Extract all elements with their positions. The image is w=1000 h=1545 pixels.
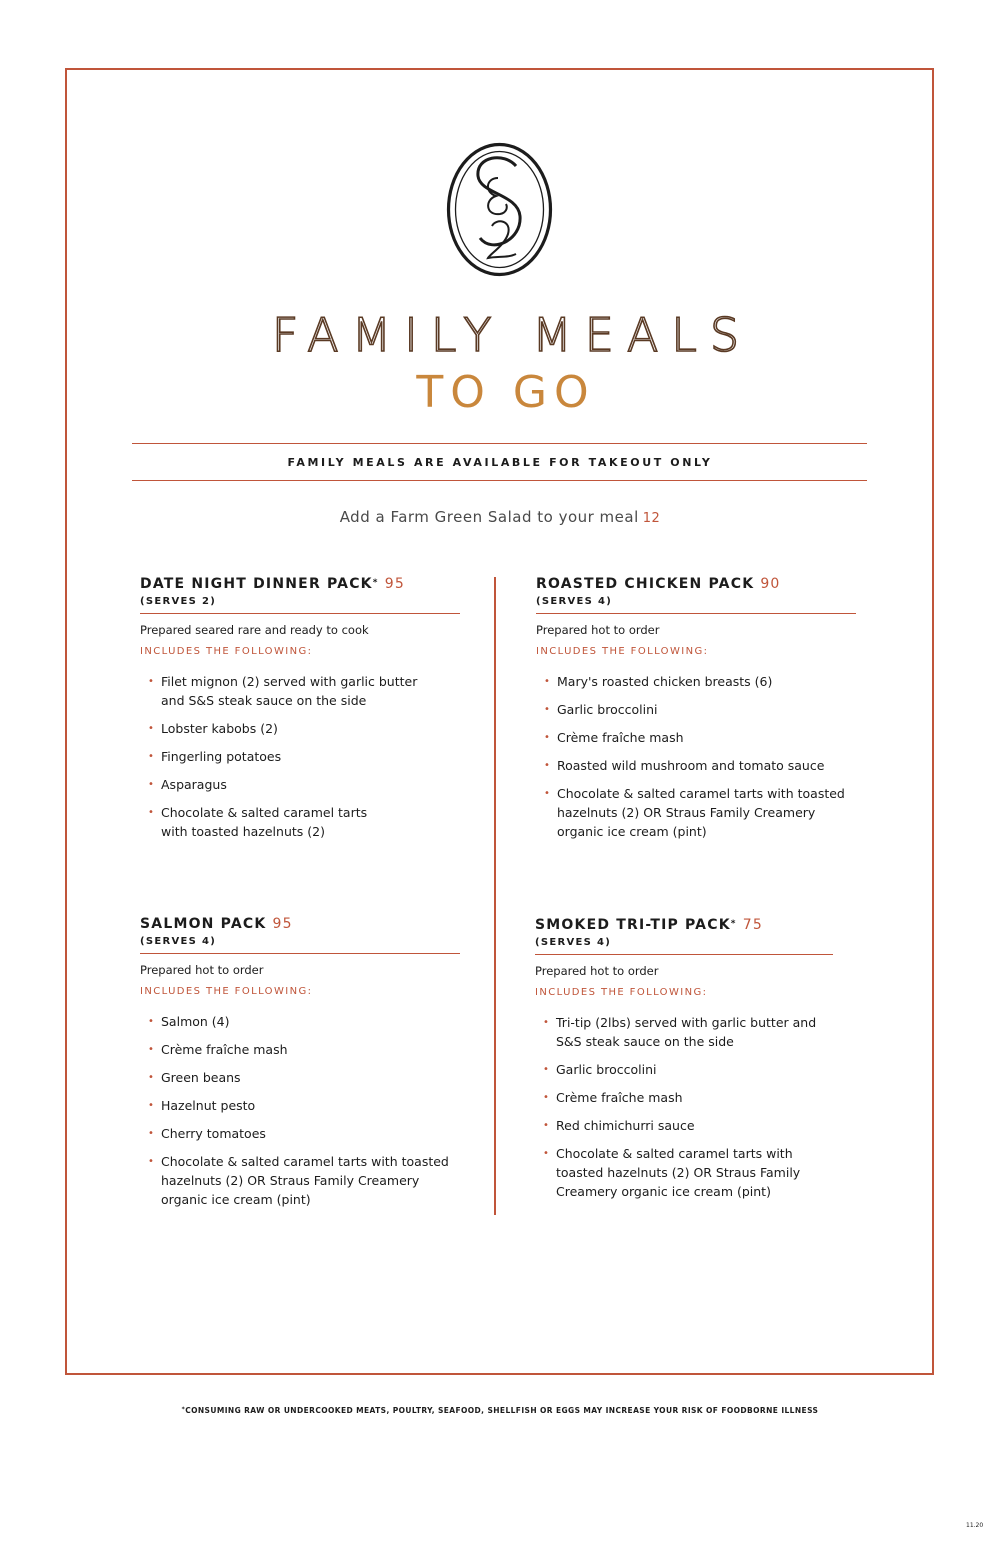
pack-smoked-tri-tip [535, 916, 833, 1210]
pack-prep: Prepared hot to order [140, 963, 264, 977]
list-item: • Chocolate & salted caramel tarts with toasted hazelnuts (2) [140, 803, 383, 841]
list-item: • Chocolate & salted caramel tarts with toasted hazelnuts (2) OR Straus Family Creamery organic ice cream (pint) [140, 1152, 461, 1209]
list-item: • Crème fraîche mash [140, 1040, 460, 1059]
pack-title: DATE NIGHT DINNER PACK* 95 [140, 576, 405, 592]
list-item: • Chocolate & salted caramel tarts with toasted hazelnuts (2) OR Straus Family Creamery organic ice cream (pint) [536, 784, 857, 841]
foodborne-disclaimer: *CONSUMING RAW OR UNDERCOOKED MEATS, POULTRY, SEAFOOD, SHELLFISH OR EGGS MAY INCREASE YOUR RISK OF FOODBORNE ILLNESS [181, 1406, 819, 1415]
pack-price: 90 [760, 576, 781, 592]
monogram-logo [446, 142, 553, 277]
pack-items [535, 1013, 833, 1201]
pack-items [536, 672, 856, 841]
pack-rule [536, 613, 856, 614]
salad-addon-text: Add a Farm Green Salad to your meal [339, 508, 639, 526]
list-item: • Hazelnut pesto [140, 1096, 460, 1115]
column-divider [494, 577, 496, 1215]
menu-version-code: 11.20 [966, 1522, 984, 1529]
list-item: • Fingerling potatoes [140, 747, 460, 766]
list-item: • Green beans [140, 1068, 460, 1087]
list-item: • Red chimichurri sauce [535, 1116, 833, 1135]
pack-title: ROASTED CHICKEN PACK 90 [536, 576, 781, 592]
pack-date-night [140, 575, 460, 850]
pack-includes-label: INCLUDES THE FOLLOWING: [536, 646, 709, 657]
list-item: • Tri-tip (2lbs) served with garlic butter and S&S steak sauce on the side [535, 1013, 834, 1051]
pack-price: 95 [272, 916, 293, 932]
pack-price: 75 [742, 917, 763, 933]
pack-items [140, 672, 460, 841]
salad-addon [0, 508, 1000, 526]
list-item: • Mary's roasted chicken breasts (6) [536, 672, 856, 691]
list-item: • Garlic broccolini [536, 700, 856, 719]
divider-bottom [132, 480, 867, 481]
takeout-notice: FAMILY MEALS ARE AVAILABLE FOR TAKEOUT ONLY [287, 456, 713, 469]
pack-serves: (SERVES 4) [536, 596, 613, 607]
list-item: • Crème fraîche mash [535, 1088, 833, 1107]
list-item: • Roasted wild mushroom and tomato sauce [536, 756, 856, 775]
pack-serves: (SERVES 4) [140, 936, 217, 947]
list-item: • Filet mignon (2) served with garlic butter and S&S steak sauce on the side [140, 672, 429, 710]
page-title: FAMILY MEALS [271, 308, 753, 362]
pack-serves: (SERVES 4) [535, 937, 612, 948]
list-item: • Salmon (4) [140, 1012, 460, 1031]
pack-salmon [140, 915, 460, 1218]
list-item: • Garlic broccolini [535, 1060, 833, 1079]
pack-rule [140, 953, 460, 954]
salad-addon-price: 12 [642, 511, 661, 526]
pack-price: 95 [384, 576, 405, 592]
pack-roasted-chicken [536, 575, 856, 850]
pack-prep: Prepared seared rare and ready to cook [140, 623, 369, 637]
divider-top [132, 443, 867, 444]
pack-prep: Prepared hot to order [535, 964, 659, 978]
pack-rule [535, 954, 833, 955]
pack-items [140, 1012, 460, 1209]
pack-rule [140, 613, 460, 614]
pack-serves: (SERVES 2) [140, 596, 217, 607]
list-item: • Asparagus [140, 775, 460, 794]
list-item: • Chocolate & salted caramel tarts with toasted hazelnuts (2) OR Straus Family Creamery organic ice cream (pint) [535, 1144, 816, 1201]
list-item: • Cherry tomatoes [140, 1124, 460, 1143]
pack-title: SALMON PACK 95 [140, 916, 293, 932]
pack-includes-label: INCLUDES THE FOLLOWING: [535, 987, 708, 998]
page-subtitle: TO GO [416, 367, 596, 418]
list-item: • Crème fraîche mash [536, 728, 856, 747]
pack-prep: Prepared hot to order [536, 623, 660, 637]
pack-includes-label: INCLUDES THE FOLLOWING: [140, 986, 313, 997]
pack-title: SMOKED TRI-TIP PACK* 75 [535, 917, 763, 933]
list-item: • Lobster kabobs (2) [140, 719, 460, 738]
pack-includes-label: INCLUDES THE FOLLOWING: [140, 646, 313, 657]
